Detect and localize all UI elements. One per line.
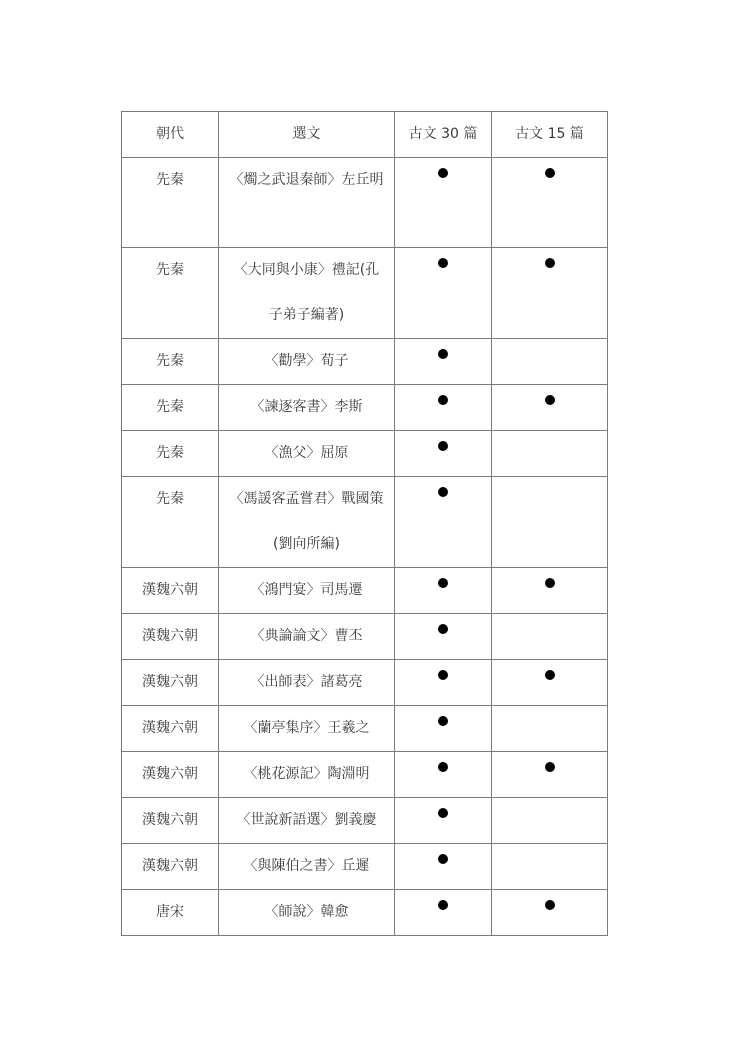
header-30-texts: 古文 30 篇 [395,112,492,158]
in-30-cell [395,798,492,844]
table-row [122,660,608,706]
filled-circle-icon [545,258,555,268]
dynasty-text: 唐宋 [156,904,184,920]
selection-cell [219,660,395,706]
dynasty-text: 先秦 [156,262,184,278]
dynasty-text: 漢魏六朝 [142,858,198,874]
in-15-cell [492,614,608,660]
filled-circle-icon [438,258,448,268]
filled-circle-icon [545,578,555,588]
dynasty-cell [122,339,219,385]
dynasty-cell [122,706,219,752]
filled-circle-icon [438,808,448,818]
selection-text: 〈與陳伯之書〉丘遲 [243,858,370,874]
dynasty-text: 先秦 [156,399,184,415]
dynasty-text: 漢魏六朝 [142,628,198,644]
table-row [122,752,608,798]
filled-circle-icon [438,716,448,726]
in-15-cell [492,798,608,844]
dynasty-cell [122,890,219,936]
dynasty-text: 先秦 [156,445,184,461]
selection-text: 〈世說新語選〉劉義慶 [236,812,377,828]
selection-text: 〈桃花源記〉陶淵明 [243,766,370,782]
selection-cell [219,477,395,568]
table-row [122,477,608,568]
selection-text: 〈出師表〉諸葛亮 [250,674,363,690]
table-row [122,890,608,936]
filled-circle-icon [438,670,448,680]
in-15-cell [492,248,608,339]
header-dynasty: 朝代 [122,112,219,158]
table-row [122,248,608,339]
filled-circle-icon [438,441,448,451]
in-15-cell [492,844,608,890]
filled-circle-icon [545,762,555,772]
selection-cell [219,752,395,798]
dynasty-cell [122,568,219,614]
selection-text: 〈馮諼客孟嘗君〉戰國策(劉向所編) [229,491,384,552]
filled-circle-icon [438,900,448,910]
table-row [122,568,608,614]
in-30-cell [395,752,492,798]
in-15-cell [492,706,608,752]
in-30-cell [395,431,492,477]
selection-text: 〈勸學〉荀子 [264,353,349,369]
dynasty-cell [122,844,219,890]
in-15-cell [492,158,608,248]
table-row [122,614,608,660]
selection-cell [219,798,395,844]
dynasty-text: 先秦 [156,172,184,188]
filled-circle-icon [438,349,448,359]
in-30-cell [395,568,492,614]
table-row [122,706,608,752]
table-row [122,798,608,844]
filled-circle-icon [545,900,555,910]
classical-texts-table [121,111,608,936]
in-30-cell [395,660,492,706]
selection-text: 〈鴻門宴〉司馬遷 [250,582,363,598]
selection-text: 〈蘭亭集序〉王羲之 [243,720,370,736]
dynasty-text: 先秦 [156,491,184,507]
filled-circle-icon [438,168,448,178]
filled-circle-icon [438,854,448,864]
selection-text: 〈燭之武退秦師〉左丘明 [229,172,384,188]
in-30-cell [395,477,492,568]
dynasty-cell [122,477,219,568]
in-30-cell [395,614,492,660]
header-15-texts: 古文 15 篇 [492,112,608,158]
in-15-cell [492,431,608,477]
in-15-cell [492,752,608,798]
in-30-cell [395,248,492,339]
in-15-cell [492,568,608,614]
dynasty-cell [122,158,219,248]
dynasty-text: 先秦 [156,353,184,369]
selection-cell [219,431,395,477]
filled-circle-icon [438,578,448,588]
table-row [122,844,608,890]
selection-cell [219,844,395,890]
filled-circle-icon [438,624,448,634]
selection-cell [219,568,395,614]
table-row [122,158,608,248]
in-30-cell [395,844,492,890]
dynasty-text: 漢魏六朝 [142,812,198,828]
in-15-cell [492,385,608,431]
filled-circle-icon [545,395,555,405]
header-selection: 選文 [219,112,395,158]
dynasty-cell [122,752,219,798]
selection-cell [219,706,395,752]
selection-cell [219,158,395,248]
dynasty-text: 漢魏六朝 [142,674,198,690]
filled-circle-icon [545,168,555,178]
selection-cell [219,614,395,660]
selection-text: 〈漁父〉屈原 [264,445,349,461]
table-row [122,339,608,385]
in-30-cell [395,385,492,431]
filled-circle-icon [438,762,448,772]
table-row [122,385,608,431]
selection-cell [219,890,395,936]
table-row [122,431,608,477]
dynasty-cell [122,614,219,660]
selection-cell [219,339,395,385]
in-15-cell [492,890,608,936]
dynasty-cell [122,798,219,844]
filled-circle-icon [438,487,448,497]
filled-circle-icon [545,670,555,680]
in-30-cell [395,158,492,248]
header-row [122,112,608,158]
dynasty-text: 漢魏六朝 [142,720,198,736]
dynasty-cell [122,431,219,477]
selection-cell [219,385,395,431]
selection-text: 〈大同與小康〉禮記(孔子弟子編著) [233,262,380,323]
in-30-cell [395,339,492,385]
dynasty-text: 漢魏六朝 [142,582,198,598]
in-15-cell [492,660,608,706]
selection-text: 〈典論論文〉曹丕 [250,628,363,644]
in-15-cell [492,477,608,568]
in-30-cell [395,890,492,936]
dynasty-text: 漢魏六朝 [142,766,198,782]
dynasty-cell [122,660,219,706]
dynasty-cell [122,385,219,431]
filled-circle-icon [438,395,448,405]
selection-cell [219,248,395,339]
in-15-cell [492,339,608,385]
selection-text: 〈師說〉韓愈 [264,904,349,920]
dynasty-cell [122,248,219,339]
selection-text: 〈諫逐客書〉李斯 [250,399,363,415]
in-30-cell [395,706,492,752]
